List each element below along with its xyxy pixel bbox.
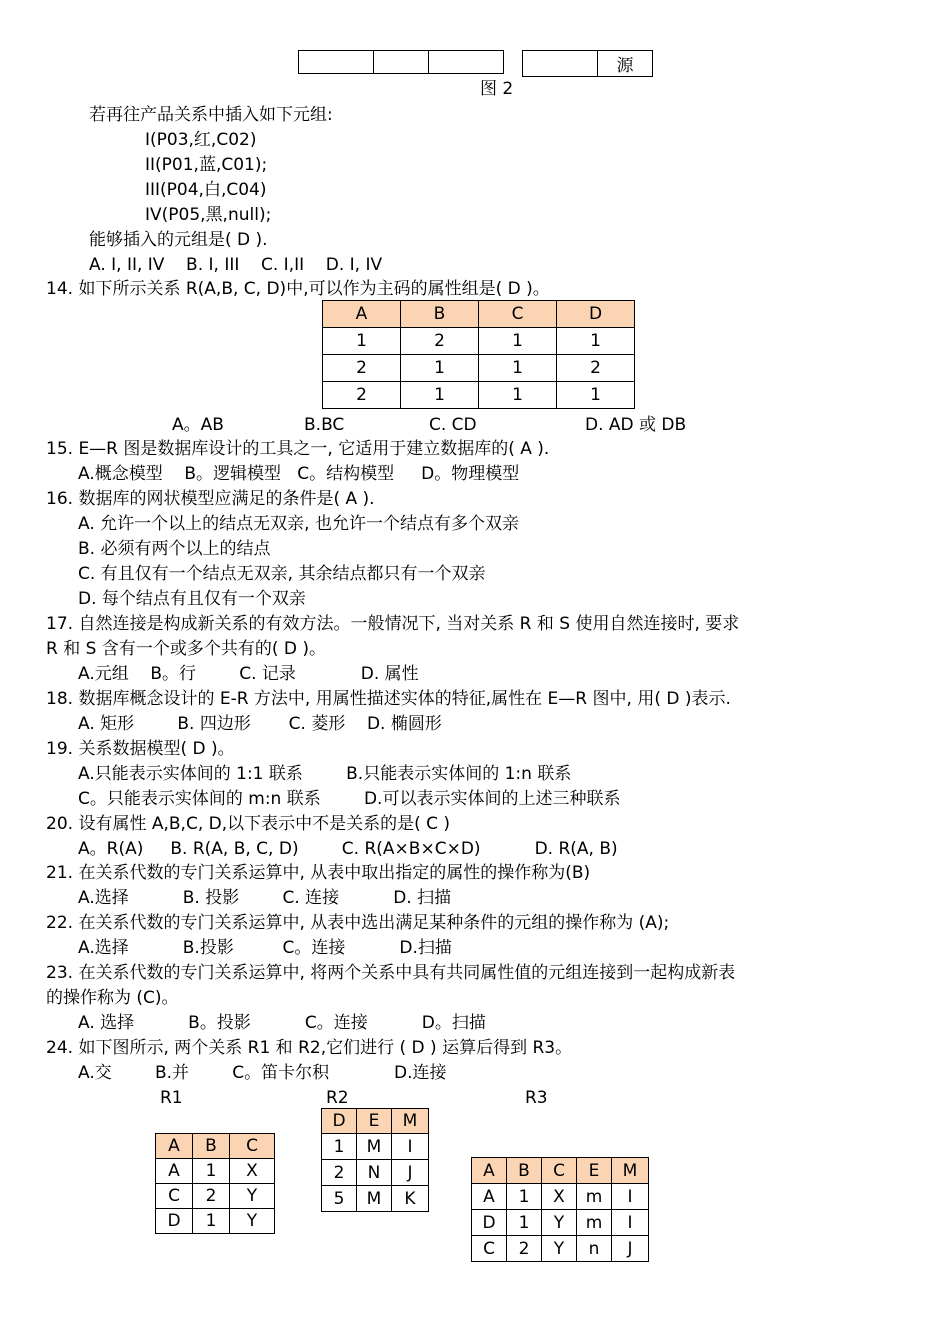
r3-cell: C [472, 1236, 507, 1262]
r3-cell: Y [542, 1210, 577, 1236]
q16-option-c: C. 有且仅有一个结点无双亲, 其余结点都只有一个双亲 [78, 564, 486, 584]
table-row [472, 1184, 649, 1210]
q14-option-c: C. CD [429, 415, 477, 435]
q14-table [322, 300, 635, 409]
q20-options: A。R(A) B. R(A, B, C, D) C. R(A×B×C×D) D. R(A, B) [78, 839, 618, 859]
r2-cell: I [392, 1134, 429, 1160]
q19-options-2: C。只能表示实体间的 m:n 联系 D.可以表示实体间的上述三种联系 [78, 789, 621, 809]
q14-question: 14. 如下所示关系 R(A,B, C, D)中,可以作为主码的属性组是( D )。 [46, 279, 550, 299]
r3-cell: X [542, 1184, 577, 1210]
fig2-caption: 图 2 [480, 79, 514, 99]
q14-cell: 1 [401, 382, 479, 409]
q14-cell: 2 [401, 328, 479, 355]
r1-cell: Y [230, 1209, 275, 1234]
q21-question: 21. 在关系代数的专门关系运算中, 从表中取出指定的属性的操作称为(B) [46, 863, 591, 883]
q14-option-b: B.BC [304, 415, 345, 435]
q14-cell: 2 [557, 355, 635, 382]
r1-cell: D [156, 1209, 193, 1234]
q14-cell: 2 [323, 382, 401, 409]
table-row [323, 328, 635, 355]
r2-cell: N [357, 1160, 392, 1186]
r3-cell: Y [542, 1236, 577, 1262]
r1-cell: C [156, 1184, 193, 1209]
r2-cell: 2 [322, 1160, 357, 1186]
r2-cell: 5 [322, 1186, 357, 1212]
r3-header-cell: B [507, 1158, 542, 1184]
r3-header-cell: E [577, 1158, 612, 1184]
q14-option-d: D. AD 或 DB [585, 415, 687, 435]
r1-header-cell: C [230, 1134, 275, 1159]
r1-header-cell: A [156, 1134, 193, 1159]
table-row [472, 1236, 649, 1262]
r2-header-cell: D [322, 1109, 357, 1134]
fig2-box-label: 源 [598, 51, 653, 77]
r3-label: R3 [525, 1088, 548, 1108]
q19-options-1: A.只能表示实体间的 1:1 联系 B.只能表示实体间的 1:n 联系 [78, 764, 572, 784]
table-row [156, 1184, 275, 1209]
r3-cell: I [612, 1210, 649, 1236]
r2-cell: 1 [322, 1134, 357, 1160]
q14-cell: 1 [401, 355, 479, 382]
table-row [323, 382, 635, 409]
r1-table [155, 1133, 275, 1234]
r2-table [321, 1108, 429, 1212]
q13-tuple-3: III(P04,白,C04) [145, 180, 267, 200]
r1-cell: X [230, 1159, 275, 1184]
q20-question: 20. 设有属性 A,B,C, D,以下表示中不是关系的是( C ) [46, 814, 451, 834]
q14-header-cell: A [323, 301, 401, 328]
table-row [156, 1159, 275, 1184]
q23-options: A. 选择 B。投影 C。连接 D。扫描 [78, 1013, 486, 1033]
q18-options: A. 矩形 B. 四边形 C. 菱形 D. 椭圆形 [78, 714, 442, 734]
r3-cell: 2 [507, 1236, 542, 1262]
r3-header-cell: M [612, 1158, 649, 1184]
q13-tuple-1: I(P03,红,C02) [145, 130, 257, 150]
q16-option-d: D. 每个结点有且仅有一个双亲 [78, 589, 306, 609]
q14-cell: 2 [323, 355, 401, 382]
r3-cell: m [577, 1210, 612, 1236]
r3-header-cell: C [542, 1158, 577, 1184]
q14-header-cell: D [557, 301, 635, 328]
q15-question: 15. E—R 图是数据库设计的工具之一, 它适用于建立数据库的( A ). [46, 439, 550, 459]
q14-cell: 1 [479, 382, 557, 409]
q13-options: A. I, II, IV B. I, III C. I,II D. I, IV [89, 255, 383, 275]
q17-line-1: 17. 自然连接是构成新关系的有效方法。一般情况下, 当对关系 R 和 S 使用自然连接时, 要求 [46, 614, 740, 634]
r2-cell: J [392, 1160, 429, 1186]
q13-question: 能够插入的元组是( D ). [89, 230, 268, 250]
q23-line-2: 的操作称为 (C)。 [46, 988, 179, 1008]
r1-cell: Y [230, 1184, 275, 1209]
r3-table [471, 1157, 649, 1262]
r2-header-cell: E [357, 1109, 392, 1134]
r1-cell: A [156, 1159, 193, 1184]
r3-cell: n [577, 1236, 612, 1262]
q14-header-cell: C [479, 301, 557, 328]
q14-cell: 1 [479, 328, 557, 355]
q14-option-a: A。AB [172, 415, 224, 435]
q16-option-a: A. 允许一个以上的结点无双亲, 也允许一个结点有多个双亲 [78, 514, 519, 534]
r2-cell: M [357, 1186, 392, 1212]
r3-cell: A [472, 1184, 507, 1210]
r1-header-cell: B [193, 1134, 230, 1159]
fig2-box-right [522, 50, 653, 77]
r3-cell: 1 [507, 1184, 542, 1210]
q22-options: A.选择 B.投影 C。连接 D.扫描 [78, 938, 452, 958]
q16-option-b: B. 必须有两个以上的结点 [78, 539, 271, 559]
r3-header-cell: A [472, 1158, 507, 1184]
r3-cell: D [472, 1210, 507, 1236]
r2-label: R2 [326, 1088, 349, 1108]
fig2-box-left [298, 50, 504, 74]
r1-cell: 1 [193, 1159, 230, 1184]
r2-cell: K [392, 1186, 429, 1212]
q13-tuple-4: IV(P05,黑,null); [145, 205, 272, 225]
q18-question: 18. 数据库概念设计的 E-R 方法中, 用属性描述实体的特征,属性在 E—R 图中, 用( D )表示. [46, 689, 731, 709]
r1-label: R1 [160, 1088, 183, 1108]
r1-cell: 1 [193, 1209, 230, 1234]
q15-options: A.概念模型 B。逻辑模型 C。结构模型 D。物理模型 [78, 464, 520, 484]
q17-options: A.元组 B。行 C. 记录 D. 属性 [78, 664, 419, 684]
q16-question: 16. 数据库的网状模型应满足的条件是( A ). [46, 489, 375, 509]
q14-cell: 1 [479, 355, 557, 382]
q14-cell: 1 [557, 328, 635, 355]
table-row [322, 1160, 429, 1186]
q19-question: 19. 关系数据模型( D )。 [46, 739, 235, 759]
q23-line-1: 23. 在关系代数的专门关系运算中, 将两个关系中具有共同属性值的元组连接到一起构成新表 [46, 963, 736, 983]
table-row [322, 1186, 429, 1212]
q14-cell: 1 [323, 328, 401, 355]
q24-options: A.交 B.并 C。笛卡尔积 D.连接 [78, 1063, 447, 1083]
r2-cell: M [357, 1134, 392, 1160]
table-row [156, 1209, 275, 1234]
q24-question: 24. 如下图所示, 两个关系 R1 和 R2,它们进行 ( D ) 运算后得到 R3。 [46, 1038, 573, 1058]
r1-cell: 2 [193, 1184, 230, 1209]
r3-cell: J [612, 1236, 649, 1262]
q22-question: 22. 在关系代数的专门关系运算中, 从表中选出满足某种条件的元组的操作称为 (A); [46, 913, 670, 933]
r3-cell: 1 [507, 1210, 542, 1236]
table-row [472, 1210, 649, 1236]
q14-cell: 1 [557, 382, 635, 409]
q21-options: A.选择 B. 投影 C. 连接 D. 扫描 [78, 888, 452, 908]
q13-tuple-2: II(P01,蓝,C01); [145, 155, 268, 175]
q17-line-2: R 和 S 含有一个或多个共有的( D )。 [46, 639, 326, 659]
q13-intro: 若再往产品关系中插入如下元组: [89, 105, 333, 125]
table-row [322, 1134, 429, 1160]
r3-cell: I [612, 1184, 649, 1210]
r3-cell: m [577, 1184, 612, 1210]
table-row [323, 355, 635, 382]
q14-header-cell: B [401, 301, 479, 328]
r2-header-cell: M [392, 1109, 429, 1134]
